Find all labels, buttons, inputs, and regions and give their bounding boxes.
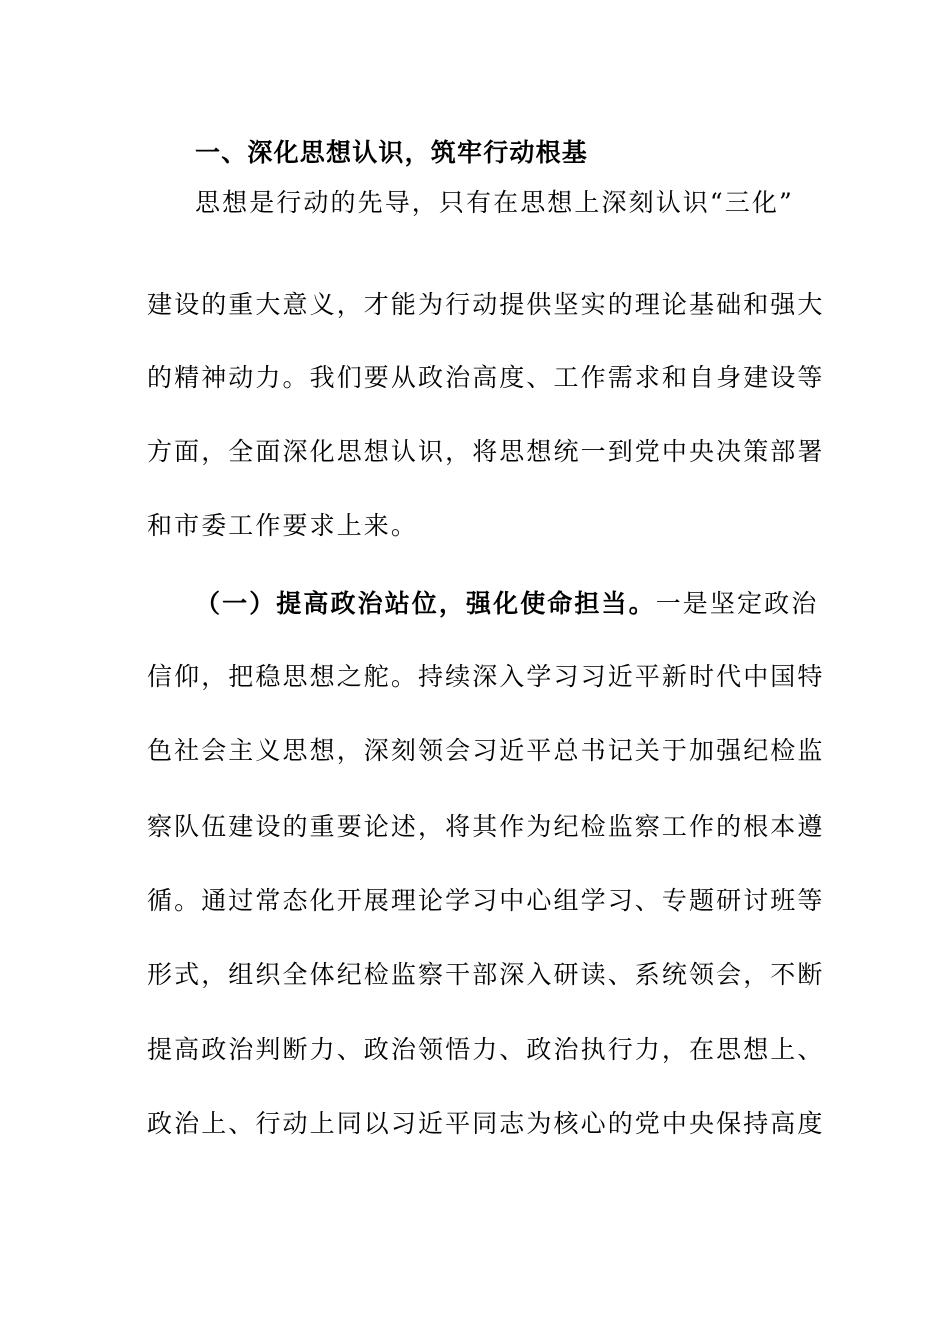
subsection-heading: （一）提高政治站位，强化使命担当。 [195, 589, 656, 618]
subsection-text: 一是坚定政治 [655, 589, 819, 618]
subsection-line [195, 584, 835, 624]
paragraph-line: 思想是行动的先导，只有在思想上深刻认识“三化” [195, 188, 794, 217]
paragraph-line: 方面，全面深化思想认识，将思想统一到党中央决策部署 [147, 437, 825, 466]
paragraph-line: 形式，组织全体纪检监察干部深入研读、系统领会，不断 [147, 960, 825, 989]
paragraph-line: 建设的重大意义，才能为行动提供坚实的理论基础和强大 [147, 290, 825, 319]
paragraph-line: 色社会主义思想，深刻领会习近平总书记关于加强纪检监 [147, 736, 825, 765]
section-heading: 一、深化思想认识，筑牢行动根基 [195, 138, 589, 167]
paragraph-line: 循。通过常态化开展理论学习中心组学习、专题研讨班等 [147, 886, 825, 915]
paragraph-line: 信仰，把稳思想之舵。持续深入学习习近平新时代中国特 [147, 662, 825, 691]
paragraph-line: 提高政治判断力、政治领悟力、政治执行力，在思想上、 [147, 1035, 825, 1064]
paragraph-line: 和市委工作要求上来。 [147, 511, 419, 540]
paragraph-line: 政治上、行动上同以习近平同志为核心的党中央保持高度 [147, 1109, 825, 1138]
paragraph-line: 的精神动力。我们要从政治高度、工作需求和自身建设等 [147, 363, 825, 392]
paragraph-line: 察队伍建设的重要论述，将其作为纪检监察工作的根本遵 [147, 812, 825, 841]
